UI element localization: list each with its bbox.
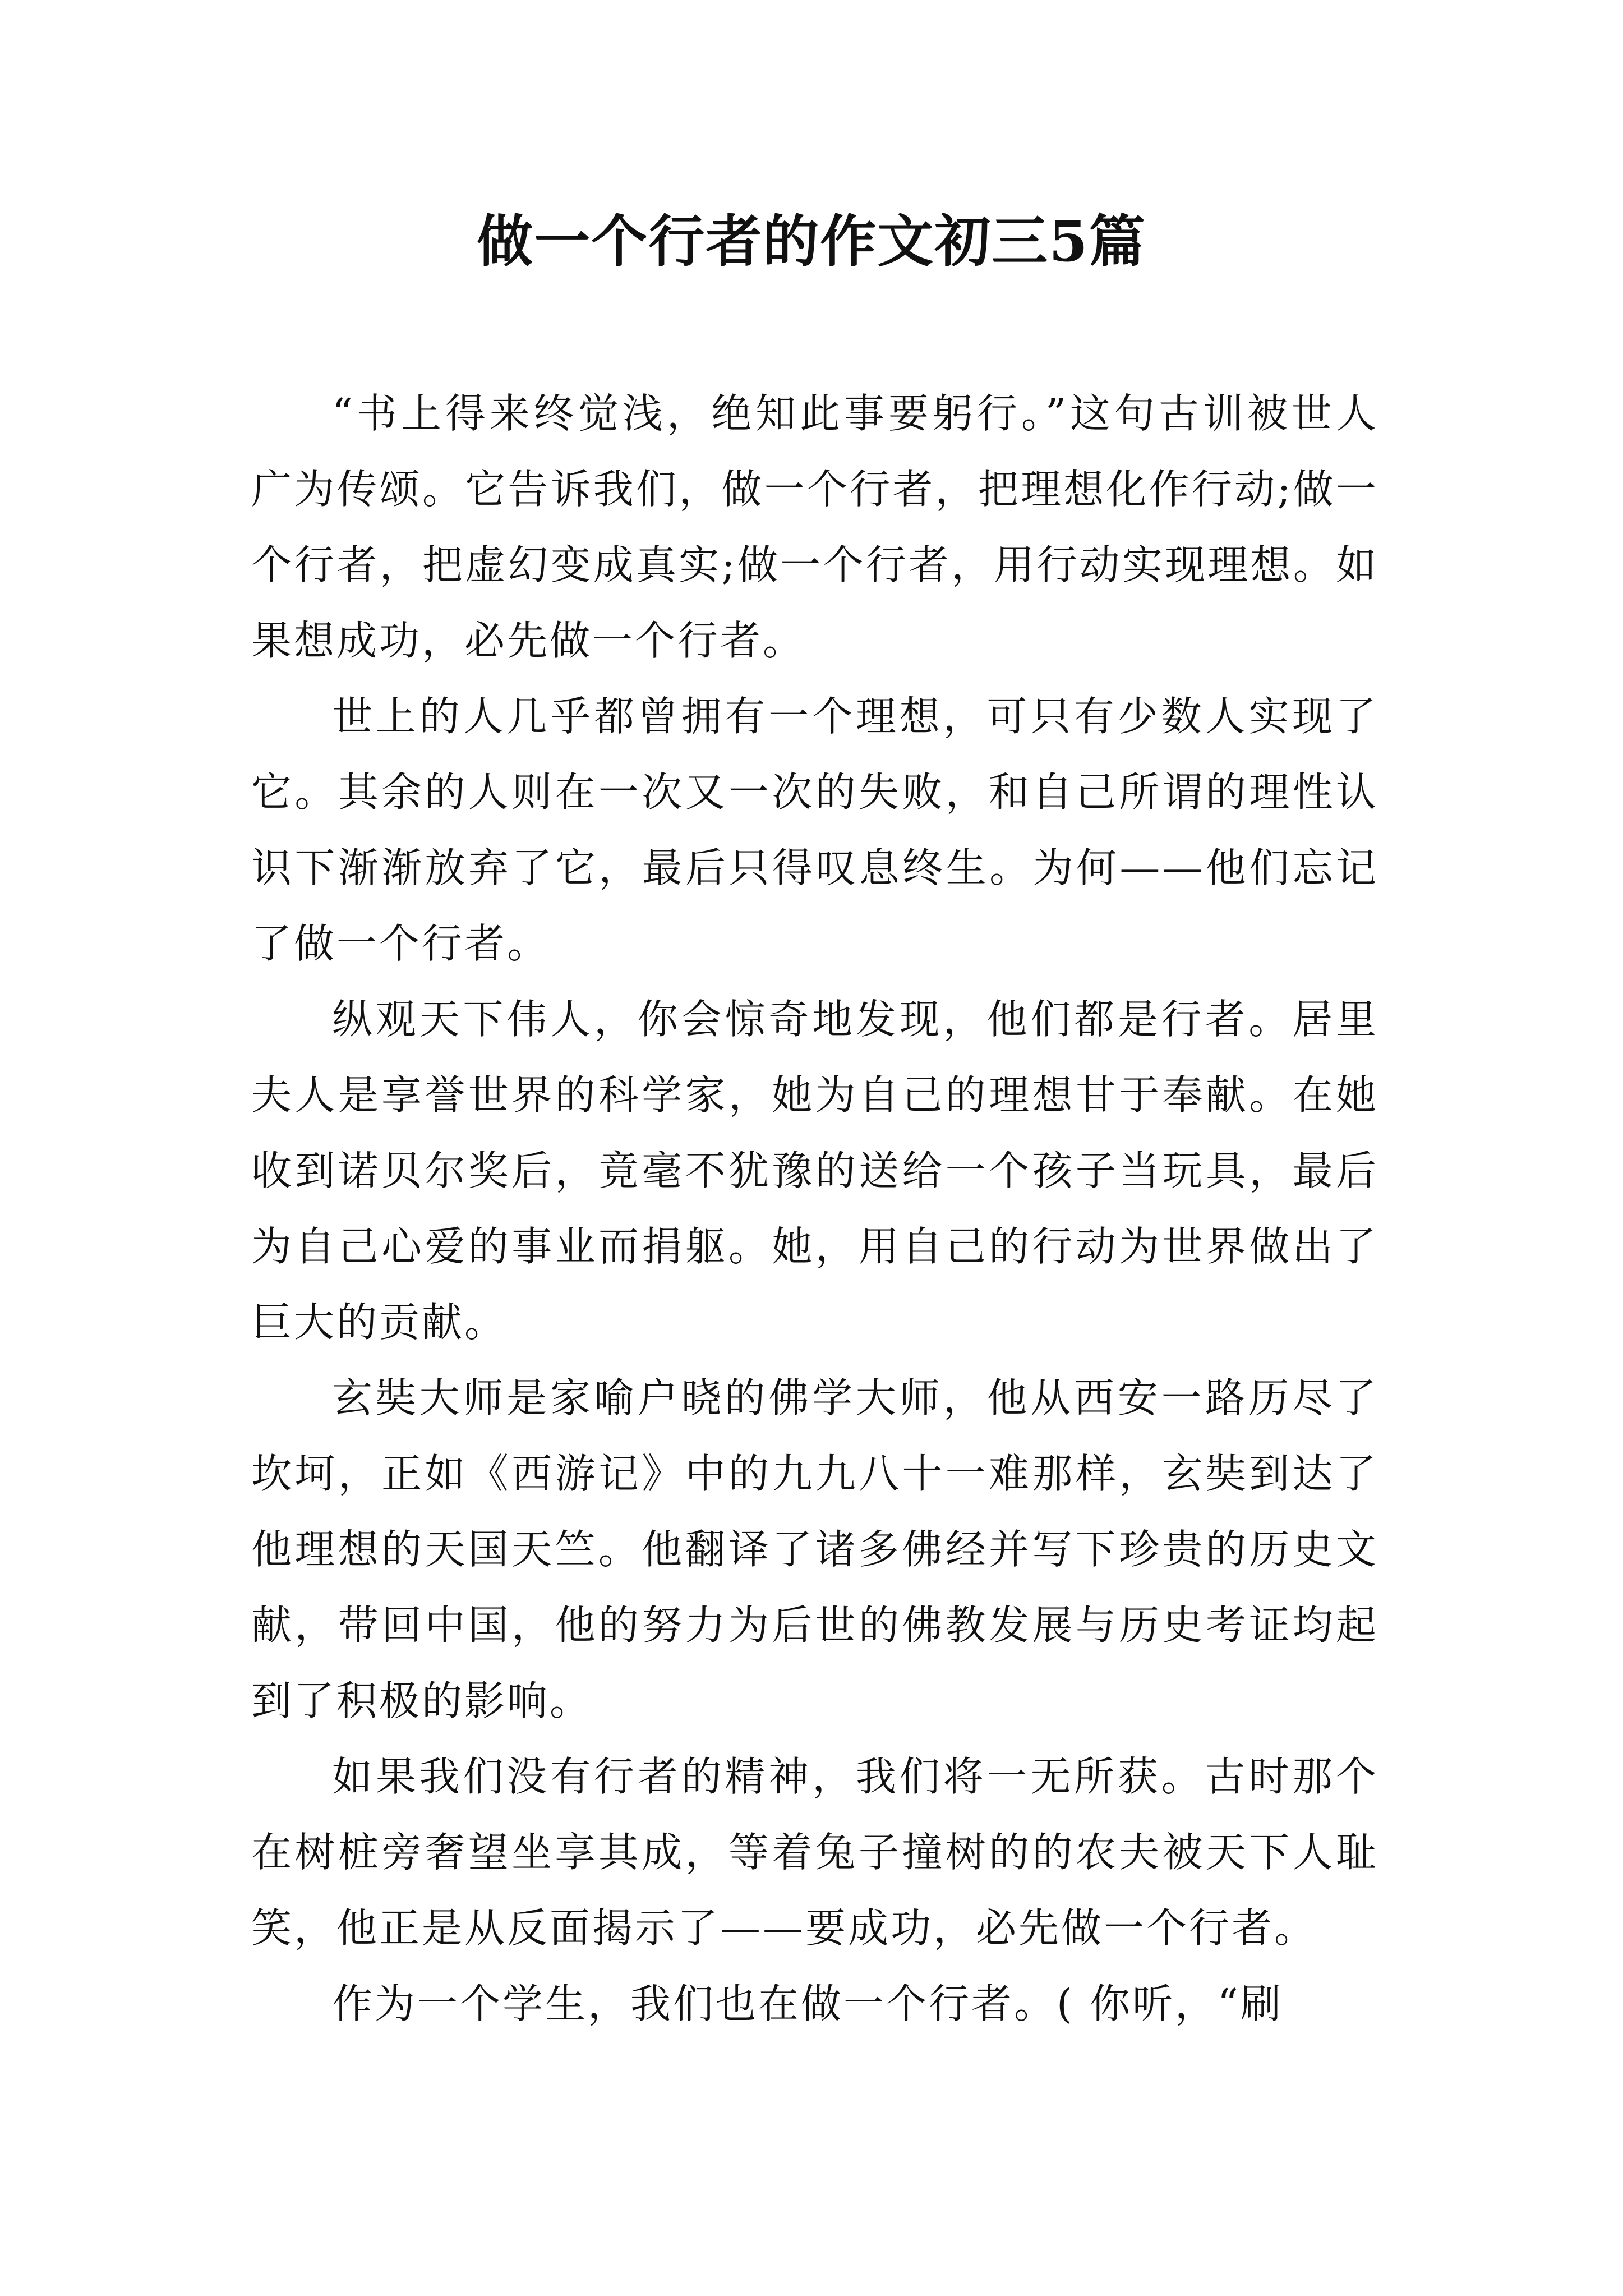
paragraph: 如果我们没有行者的精神，我们将一无所获。古时那个在树桩旁奢望坐享其成，等着兔子撞树的的农夫被天下人耻笑，他正是从反面揭示了——要成功，必先做一个行者。 [251,1753,1378,1952]
paragraph: “书上得来终觉浅，绝知此事要躬行。”这句古训被世人广为传颂。它告诉我们，做一个行者，把理想化作行动;做一个行者，把虚幻变成真实;做一个行者，用行动实现理想。如果想成功，必先做一个行者。 [251,390,1378,664]
document-title: 做一个行者的作文初三5篇 [477,208,1146,274]
paragraph: 玄奘大师是家喻户晓的佛学大师，他从西安一路历尽了坎坷，正如《西游记》中的九九八十一难那样，玄奘到达了他理想的天国天竺。他翻译了诸多佛经并写下珍贵的历史文献，带回中国，他的努力为后世的佛教发展与历史考证均起到了积极的影响。 [251,1374,1378,1724]
paragraph: 纵观天下伟人，你会惊奇地发现，他们都是行者。居里夫人是享誉世界的科学家，她为自己的理想甘于奉献。在她收到诺贝尔奖后，竟毫不犹豫的送给一个孩子当玩具，最后为自己心爱的事业而捐躯。她，用自己的行动为世界做出了巨大的贡献。 [251,996,1378,1346]
paragraph: 世上的人几乎都曾拥有一个理想，可只有少数人实现了它。其余的人则在一次又一次的失败，和自己所谓的理性认识下渐渐放弃了它，最后只得叹息终生。为何——他们忘记了做一个行者。 [251,693,1378,967]
paragraph: 作为一个学生，我们也在做一个行者。( 你听，“刷 [332,1980,1283,2027]
document-body [251,376,1378,2042]
